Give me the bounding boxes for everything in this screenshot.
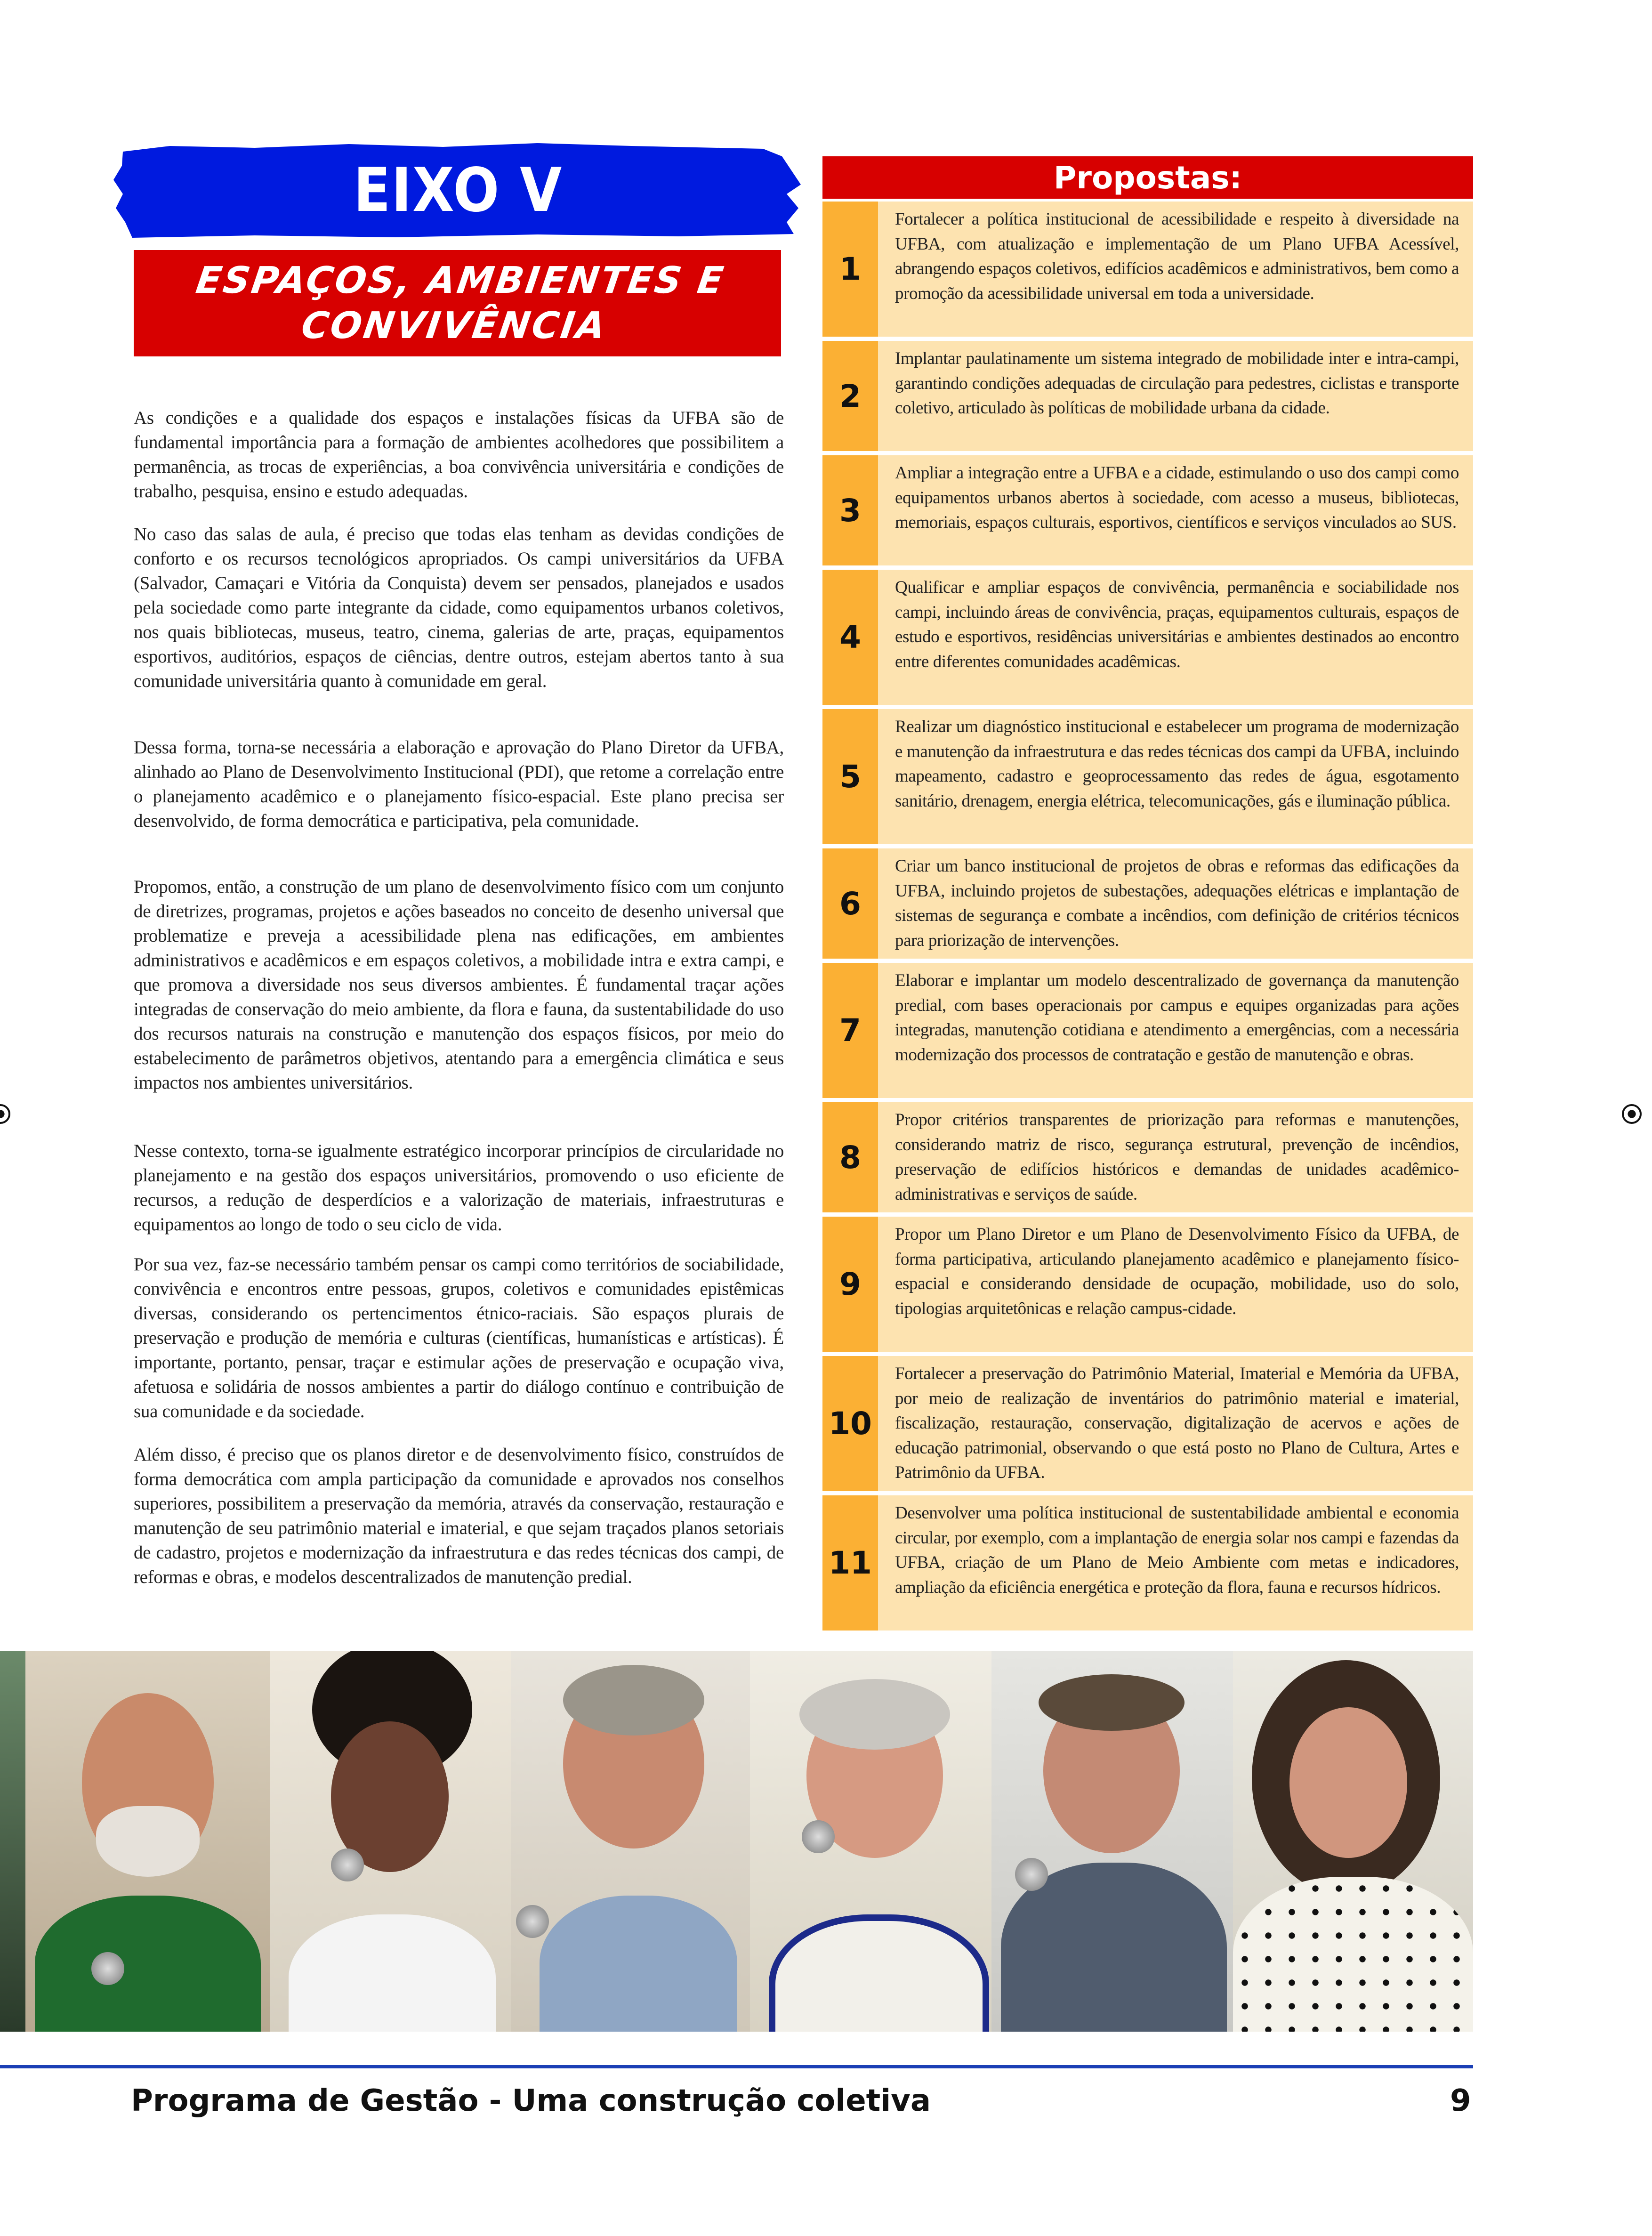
intro-paragraph: Por sua vez, faz-se necessário também pensar os campi como territórios de sociabilidade, convivência e encontros entre pessoas, grupos, coletivos e comunidades epistêmicas diversas, considerando os pertencimentos étnico-raciais. São espaços plurais de preservação e produção de memória e culturas (científicas, humanísticas e artísticas). É importante, portanto, pensar, traçar e estimular ações de preservação e ocupação viva, afetuosa e solidária de nossos ambientes a partir do diálogo contínuo e contribuição de sua comunidade e da sociedade. [134,1254,784,1421]
intro-paragraph: Nesse contexto, torna-se igualmente estratégico incorporar princípios de circularidade no planejamento e na gestão dos espaços universitários, promovendo o uso eficiente de recursos, a redução de desperdícios e a valorização de materiais, infraestruturas e equipamentos ao longo de todo o seu ciclo de vida. [134,1141,784,1235]
proposal-text: Implantar paulatinamente um sistema integrado de mobilidade inter e intra-campi, garantindo condições adequadas de circulação para pedestres, ciclistas e transporte coletivo, articulado às políticas de mobilidade urbana da cidade. [878,341,1473,451]
proposal-text: Ampliar a integração entre a UFBA e a cidade, estimulando o uso dos campi como equipamentos urbanos abertos à sociedade, com acesso a museus, bibliotecas, memoriais, espaços culturais, esportivos, científicos e serviços vinculados ao SUS. [878,455,1473,565]
proposal-row [822,455,1473,565]
photo-speaker [25,1651,270,2032]
photo-speaker [1233,1651,1473,2032]
section-title: EIXO V [353,155,563,226]
proposal-row [822,963,1473,1098]
intro-paragraph: Dessa forma, torna-se necessária a elaboração e aprovação do Plano Diretor da UFBA, alinhado ao Plano de Desenvolvimento Institucional (PDI), que retome a correlação entre o planejamento acadêmico e o planejamento físico-espacial. Este plano precisa ser desenvolvido, de forma democrática e participativa, pela comunidade. [134,737,784,831]
proposal-row [822,1217,1473,1352]
proposal-row [822,709,1473,844]
photo-strip [0,1651,1473,2032]
proposal-text: Criar um banco institucional de projetos de obras e reformas das edificações da UFBA, incluindo projetos de subestações, adequações elétricas e implantação de sistemas de segurança e combate a incêndios, com definição de critérios técnicos para priorização de intervenções. [878,848,1473,959]
proposal-text: Propor um Plano Diretor e um Plano de Desenvolvimento Físico da UFBA, de forma participativa, articulando planejamento acadêmico e planejamento físico-espacial e considerando densidade de ocupação, mobilidade, uso do solo, tipologias arquitetônicas e relação campus-cidade. [878,1217,1473,1352]
proposal-row [822,570,1473,705]
section-subtitle-box [134,250,781,356]
proposal-text: Qualificar e ampliar espaços de convivência, permanência e sociabilidade nos campi, incluindo áreas de convivência, praças, equipamentos culturais, espaços de estudo e esportivos, residências universitárias e ambientes destinados ao encontro entre diferentes comunidades acadêmicas. [878,570,1473,705]
proposal-number: 4 [822,570,878,705]
intro-paragraph: As condições e a qualidade dos espaços e instalações físicas da UFBA são de fundamental importância para a formação de ambientes acolhedores que possibilitem a permanência, as trocas de experiências, a boa convivência universitária e condições de trabalho, pesquisa, ensino e estudo adequadas. [134,408,784,501]
proposal-row [822,1495,1473,1631]
photo-edge [0,1651,25,2032]
proposal-number: 1 [822,202,878,337]
proposal-number: 6 [822,848,878,959]
proposal-text: Desenvolver uma política institucional de sustentabilidade ambiental e economia circular, por exemplo, com a implantação de energia solar nos campi e fazendas da UFBA, criação de um Plano de Meio Ambiente com metas e indicadores, ampliação da eficiência energética e proteção da flora, fauna e recursos hídricos. [878,1495,1473,1631]
proposal-row [822,202,1473,337]
proposal-row [822,1356,1473,1491]
proposal-row [822,1102,1473,1212]
photo-speaker [750,1651,991,2032]
intro-paragraph: Além disso, é preciso que os planos diretor e de desenvolvimento físico, construídos de forma democrática com ampla participação da comunidade e aprovados nos conselhos superiores, possibilitem a preservação da memória, através da conservação, restauração e manutenção de seu patrimônio material e imaterial, e que sejam traçados planos setoriais de cadastro, projetos e modernização da infraestrutura e das redes técnicas dos campi, de reformas e obras, e modelos descentralizados de manutenção predial. [134,1445,784,1587]
proposal-number: 8 [822,1102,878,1212]
page-number: 9 [1450,2083,1471,2118]
proposal-number: 9 [822,1217,878,1352]
proposal-number: 3 [822,455,878,565]
proposals-table [822,156,1473,1635]
proposal-row [822,848,1473,959]
registration-mark-icon [1622,1104,1642,1124]
footer-title: Programa de Gestão - Uma construção coletiva [131,2083,931,2118]
proposal-number: 10 [822,1356,878,1491]
proposals-header: Propostas: [822,156,1473,199]
photo-speaker [511,1651,750,2032]
proposal-number: 5 [822,709,878,844]
proposal-number: 2 [822,341,878,451]
photo-speaker [991,1651,1233,2032]
proposal-text: Elaborar e implantar um modelo descentralizado de governança da manutenção predial, com bases operacionais por campus e equipes organizadas para ações integradas, manutenção cotidiana e atendimento a emergências, com a necessária modernização dos processos de contratação e gestão de manutenção e obras. [878,963,1473,1098]
proposal-number: 11 [822,1495,878,1631]
intro-paragraph: No caso das salas de aula, é preciso que todas elas tenham as devidas condições de conforto e os recursos tecnológicos apropriados. Os campi universitários da UFBA (Salvador, Camaçari e Vitória da Conquista) devem ser pensados, planejados e usados pela sociedade como parte integrante da cidade, como equipamentos urbanos coletivos, nos quais bibliotecas, museus, teatro, cinema, galerias de arte, praças, equipamentos esportivos, auditórios, espaços de ciências, dentre outros, estejam abertos tanto à sua comunidade universitária quanto à comunidade em geral. [134,524,784,691]
proposal-text: Propor critérios transparentes de priorização para reformas e manutenções, considerando matriz de risco, segurança estrutural, prevenção de incêndios, preservação de edifícios históricos e demandas de unidades acadêmico-administrativas e serviços de saúde. [878,1102,1473,1212]
proposal-row [822,341,1473,451]
intro-paragraph: Propomos, então, a construção de um plano de desenvolvimento físico com um conjunto de diretrizes, programas, projetos e ações baseados no conceito de desenho universal que problematize e preveja a acessibilidade plena nas edificações, em ambientes administrativos e acadêmicos e em espaços coletivos, a mobilidade intra e extra campi, e que promova a diversidade nos seus diversos ambientes. É fundamental traçar ações integradas de conservação do meio ambiente, da flora e fauna, da sustentabilidade do uso dos recursos naturais na construção e manutenção dos espaços físicos, por meio do estabelecimento de parâmetros objetivos, atentando para a emergência climática e seus impactos nos ambientes universitários. [134,877,784,1093]
footer-divider [0,2065,1473,2068]
section-subtitle: ESPAÇOS, AMBIENTES E CONVIVÊNCIA [193,259,728,347]
proposal-text: Fortalecer a política institucional de acessibilidade e respeito à diversidade na UFBA, com atualização e implementação de um Plano UFBA Acessível, abrangendo espaços coletivos, edifícios acadêmicos e administrativos, bem como a promoção da acessibilidade universal em toda a universidade. [878,202,1473,337]
proposal-text: Realizar um diagnóstico institucional e estabelecer um programa de modernização e manutenção da infraestrutura e das redes técnicas dos campi da UFBA, incluindo mapeamento, cadastro e geoprocessamento das redes de água, esgotamento sanitário, drenagem, energia elétrica, telecomunicações, gás e iluminação pública. [878,709,1473,844]
proposal-number: 7 [822,963,878,1098]
photo-speaker [270,1651,511,2032]
proposal-text: Fortalecer a preservação do Patrimônio Material, Imaterial e Memória da UFBA, por meio de realização de inventários do patrimônio material e imaterial, fiscalização, restauração, conservação, digitalização de acervos e ações de educação patrimonial, observando o que está posto no Plano de Cultura, Artes e Patrimônio da UFBA. [878,1356,1473,1491]
registration-mark-icon [0,1104,10,1124]
